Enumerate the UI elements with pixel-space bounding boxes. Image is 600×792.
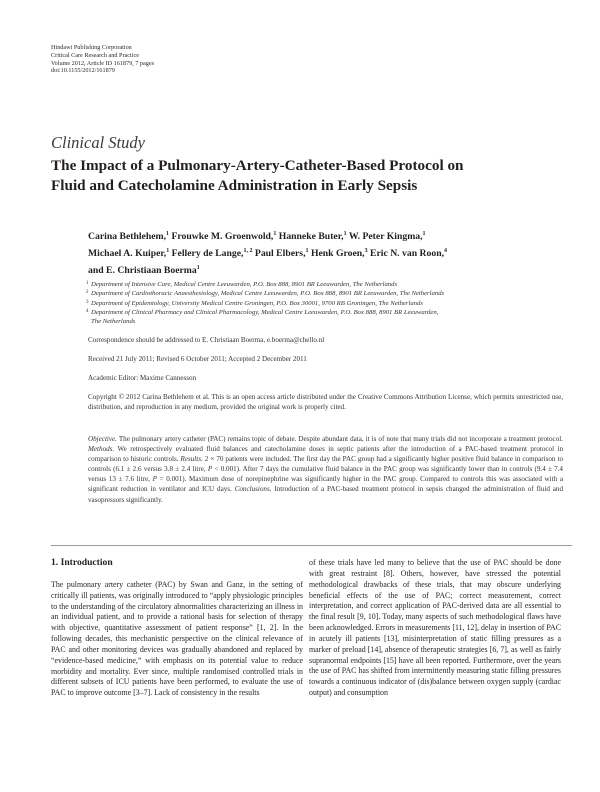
p-value-symbol: P bbox=[207, 465, 213, 474]
abstract-objective-label: Objective. bbox=[88, 435, 117, 443]
affiliation-number: 4 bbox=[86, 308, 89, 314]
author-affiliation-mark: 1 bbox=[166, 231, 170, 237]
correspondence-text: Correspondence should be addressed to E. Christiaan Boerma, e.boerma@chello.nl bbox=[88, 336, 325, 344]
section-heading: 1. Introduction bbox=[51, 557, 113, 568]
doi: doi:10.1155/2012/161879 bbox=[51, 67, 115, 75]
abstract-results-label: Results. bbox=[180, 455, 203, 464]
author-affiliation-mark: 4 bbox=[444, 248, 448, 255]
affiliation-list bbox=[88, 280, 563, 326]
intro-paragraph-right: of these trials have led many to believe that the use of PAC should be done with great restraint [8]. Others, however, have stressed the potential methodological drawbacks of these trials, that may obscure underlying beneficial effects of the use of PAC; correct measurement, correct interpretation, and correct application of PAC-derived data are all essential to the final result [9, 10]. Today, many aspects of such methodological flaws have been acknowledged. Errors in measurements [11, 12], delay in insertion of PAC in acutely ill patients [13], misinterpretation of static filling pressures as a marker of preload [14], absence of therapeutic strategies [6, 7], as well as fairly supranormal endpoints [15] have all been reported. Furthermore, over the years the use of PAC has shifted from intermittently measuring static filling pressures towards a continuous indicator of (dis)balance between oxygen supply (cardiac output) and consumption bbox=[309, 558, 561, 698]
volume-info: Volume 2012, Article ID 161879, 7 pages bbox=[51, 59, 154, 67]
affiliation-number: 3 bbox=[86, 299, 89, 305]
section-divider bbox=[51, 545, 572, 546]
abstract-results-part-1: 2 × 70 patients were included. The first day the PAC group had a significantly higher positive fluid balance in comparison to controls (6.1 ± 2.6 versus 3.8 ± 2.4 litre, bbox=[88, 455, 563, 474]
author-affiliation-mark: 1 bbox=[343, 231, 347, 237]
author-affiliation-mark: 1 bbox=[166, 248, 170, 255]
author-affiliation-mark: 1 bbox=[422, 231, 426, 237]
left-column bbox=[51, 558, 303, 699]
author-line-1 bbox=[88, 227, 568, 244]
p-value-symbol: P bbox=[152, 475, 157, 484]
author-affiliation-mark: 3 bbox=[364, 248, 368, 255]
author-line-2 bbox=[88, 244, 568, 261]
intro-paragraph-left: The pulmonary artery catheter (PAC) by Swan and Ganz, in the setting of critically ill patients, was originally introduced to “apply physiologic principles to the understanding of the circulatory abnormalities characterizing an illness in an individual patient, and to provide a rational basis for selection of therapy with objective, quantitative assessment of patient response” [1, 2]. In the following decades, this mechanistic perspective on the clinical relevance of PAC and other monitoring devices was gradually abandoned and replaced by “evidence-based medicine,” with emphasis on its potential value to reduce morbidity and mortality. Ever since, multiple randomised controlled trials in different subsets of ICU patients have been performed, to evaluate the use of PAC to improve outcome [3–7]. Lack of consistency in the results bbox=[51, 579, 303, 698]
author-affiliation-mark: 1 bbox=[305, 248, 309, 255]
title-line-1: The Impact of a Pulmonary-Artery-Catheter-Based Protocol on bbox=[51, 157, 464, 174]
journal-header bbox=[51, 44, 154, 75]
abstract-objective: The pulmonary artery catheter (PAC) remains topic of debate. Despite abundant data, it is of note that many trials did not incorporate a treatment protocol. bbox=[116, 435, 563, 443]
abstract bbox=[88, 434, 563, 505]
abstract-results-part-2: < 0.001). After 7 days the cumulative fluid balance in the PAC group was significantly lower than in controls (9.4 ± 7.4 versus 13 ± 7.6 litre, bbox=[88, 465, 563, 484]
affiliation-item bbox=[88, 299, 563, 308]
abstract-methods-label: Methods. bbox=[88, 445, 115, 454]
affiliation-text: Department of Intensive Care, Medical Centre Leeuwarden, P.O. Box 888, 8901 BR Leeuwarden, The Netherlands bbox=[91, 281, 398, 288]
author-name: Carina Bethlehem, bbox=[88, 231, 167, 243]
affiliation-number: 1 bbox=[86, 281, 89, 286]
correspondence bbox=[88, 336, 563, 346]
study-type: Clinical Study bbox=[51, 133, 145, 152]
affiliation-text: Department of Cardiothoracic Anaesthesiology, Medical Centre Leeuwarden, P.O. Box 888, 8901 BR Leeuwarden, The Netherlands bbox=[91, 290, 445, 298]
author-line-3 bbox=[88, 261, 568, 278]
author-name: Michael A. Kuiper, bbox=[88, 248, 167, 260]
copyright-notice: Copyright © 2012 Carina Bethlehem et al. This is an open access article distributed under the Creative Commons Attribution License, which permits unrestricted use, distribution, and reproduction in any medium, provided the original work is properly cited. bbox=[88, 393, 563, 411]
academic-editor: Academic Editor: Maxime Cannesson bbox=[88, 374, 197, 382]
affiliation-text: The Netherlands bbox=[91, 318, 136, 326]
author-name: and E. Christiaan Boerma bbox=[88, 265, 197, 277]
affiliation-item bbox=[88, 289, 563, 298]
title-line-2: Fluid and Catecholamine Administration in Early Sepsis bbox=[51, 176, 418, 194]
article-dates: Received 21 July 2011; Revised 6 October 2011; Accepted 2 December 2011 bbox=[88, 355, 307, 363]
author-name: W. Peter Kingma, bbox=[348, 231, 423, 243]
affiliation-number: 2 bbox=[86, 290, 89, 296]
author-affiliation-mark: 1 bbox=[196, 265, 200, 272]
author-affiliation-mark: 1, 2 bbox=[243, 248, 253, 255]
author-name: Fellery de Lange, bbox=[171, 248, 244, 260]
journal-name: Critical Care Research and Practice bbox=[51, 51, 139, 59]
author-list bbox=[88, 227, 568, 279]
author-name: Frouwke M. Groenwold, bbox=[171, 231, 274, 243]
author-name: Hanneke Buter, bbox=[278, 231, 344, 243]
author-name: Henk Groen, bbox=[310, 248, 365, 260]
abstract-results-part-3: = 0.001). Maximum dose of norepinephrine was significantly higher in the PAC group. Compared to controls this was associated with a significant reduction in ventilator and ICU days. bbox=[88, 475, 563, 494]
affiliation-item bbox=[88, 308, 563, 327]
right-column bbox=[309, 558, 561, 699]
abstract-conclusions: Introduction of a PAC-based treatment protocol in sepsis changed the administration of fluid and vasopressors significantly. bbox=[88, 485, 563, 504]
publisher-name: Hindawi Publishing Corporation bbox=[51, 44, 132, 51]
author-affiliation-mark: 1 bbox=[273, 231, 277, 237]
abstract-conclusions-label: Conclusions. bbox=[234, 485, 272, 494]
affiliation-text: Department of Clinical Pharmacy and Clinical Pharmacology, Medical Centre Leeuwarden, P.O. Box 888, 8901 BR Leeuwarden, bbox=[91, 308, 439, 316]
affiliation-text: Department of Epidemiology, University Medical Centre Groningen, P.O. Box 30001, 9700 RB Groningen, The Netherlands bbox=[91, 299, 423, 307]
author-name: Paul Elbers, bbox=[254, 248, 306, 260]
author-name: Eric N. van Roon, bbox=[370, 248, 445, 260]
affiliation-item bbox=[88, 280, 563, 289]
article-title bbox=[51, 156, 571, 195]
abstract-methods: We retrospectively evaluated fluid balances and catecholamine doses in septic patients after the introduction of a PAC-based treatment protocol in comparison to historic controls. bbox=[88, 445, 563, 464]
